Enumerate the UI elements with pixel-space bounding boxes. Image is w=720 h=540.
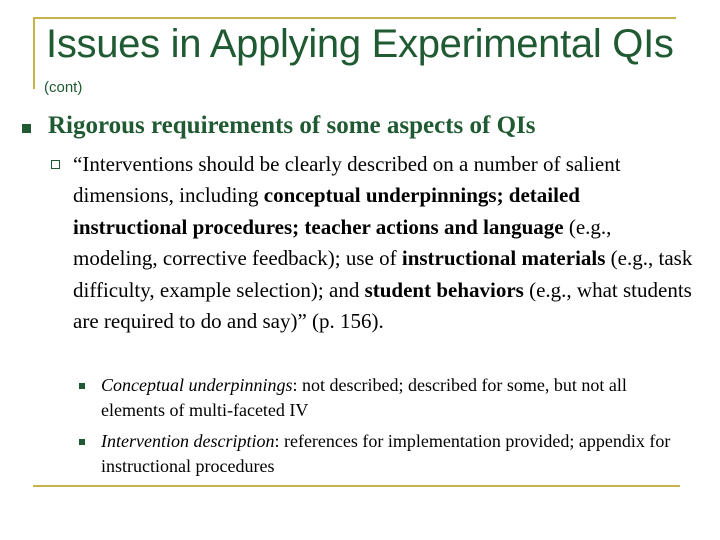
quote-bold-3: student behaviors bbox=[364, 277, 524, 302]
sub-bullet-text: : references for implementation provided; appendix for instructional procedures bbox=[101, 431, 671, 476]
quote-bold-2: instructional materials bbox=[401, 246, 606, 271]
quote-bold-1: conceptual underpinnings; detailed instructional procedures; teacher actions and language bbox=[73, 183, 580, 239]
slide-title: Issues in Applying Experimental QIs bbox=[46, 22, 674, 66]
quote-part-4: (e.g., what students are required to do and say)” (p. 156). bbox=[73, 277, 692, 334]
quote-text bbox=[73, 149, 693, 337]
sub-bullet-term: Intervention description bbox=[101, 431, 275, 451]
sub-bullet-text: : not described; described for some, but not all elements of multi-faceted IV bbox=[101, 375, 627, 420]
frame-top-line bbox=[33, 17, 676, 19]
main-bullet-text: Rigorous requirements of some aspects of QIs bbox=[48, 112, 536, 139]
quote-part-1: “Interventions should be clearly described on a number of salient dimensions, including bbox=[73, 152, 621, 208]
frame-left-line bbox=[33, 17, 35, 89]
hollow-square-bullet-icon bbox=[51, 160, 60, 169]
quote-part-2: (e.g., modeling, corrective feedback); use of bbox=[73, 214, 612, 271]
slide-subtitle: (cont) bbox=[44, 79, 83, 96]
quote-part-3: (e.g., task difficulty, example selection); and bbox=[73, 246, 693, 302]
small-square-bullet-icon bbox=[79, 439, 85, 445]
sub-bullet-item bbox=[101, 429, 691, 479]
sub-bullet-term: Conceptual underpinnings bbox=[101, 375, 293, 395]
square-bullet-icon bbox=[22, 124, 31, 133]
sub-bullet-item bbox=[101, 373, 691, 423]
small-square-bullet-icon bbox=[79, 383, 85, 389]
frame-bottom-line bbox=[33, 485, 680, 487]
